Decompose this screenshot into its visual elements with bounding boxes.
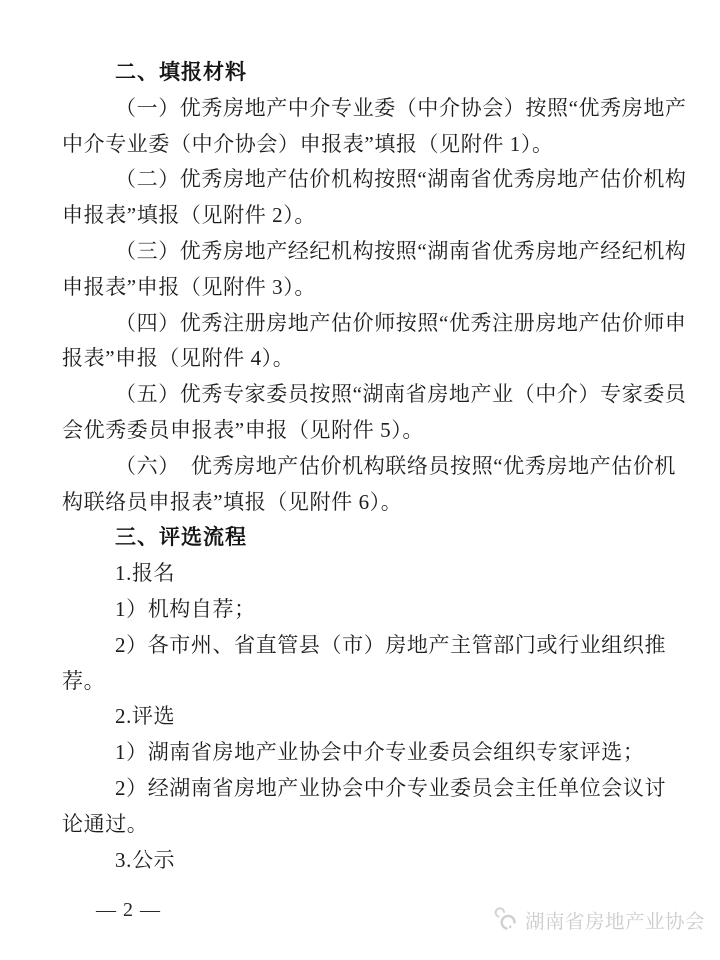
text-line: 中介专业委（中介协会）申报表”填报（见附件 1）。 xyxy=(62,131,554,156)
text-line: （三）优秀房地产经纪机构按照“湖南省优秀房地产经纪机构 xyxy=(115,238,687,263)
text-line: 报表”申报（见附件 4）。 xyxy=(62,346,295,371)
watermark xyxy=(494,906,705,934)
text-line: 1）湖南省房地产业协会中介专业委员会组织专家评选； xyxy=(115,740,645,765)
text-line: （二）优秀房地产估价机构按照“湖南省优秀房地产估价机构 xyxy=(115,167,687,192)
page-number: — 2 — xyxy=(96,899,161,921)
text-line: 3.公示 xyxy=(115,847,176,872)
text-line: （六） 优秀房地产估价机构联络员按照“优秀房地产估价机 xyxy=(115,453,677,478)
text-line: 论通过。 xyxy=(62,811,149,836)
text-line: （一）优秀房地产中介专业委（中介协会）按照“优秀房地产 xyxy=(115,95,687,120)
text-line: （四）优秀注册房地产估价师按照“优秀注册房地产估价师申 xyxy=(115,310,687,335)
text-line: （五）优秀专家委员按照“湖南省房地产业（中介）专家委员 xyxy=(115,382,687,407)
text-line: 2.评选 xyxy=(115,704,176,729)
watermark-text: 湖南省房地产业协会 xyxy=(524,911,705,933)
text-line: 申报表”申报（见附件 3）。 xyxy=(62,274,316,299)
section-heading: 三、评选流程 xyxy=(115,526,247,550)
text-line: 构联络员申报表”填报（见附件 6）。 xyxy=(62,489,403,514)
section-heading: 二、填报材料 xyxy=(115,61,247,84)
text-line: 申报表”填报（见附件 2）。 xyxy=(62,203,316,228)
text-line: 2）各市州、省直管县（市）房地产主管部门或行业组织推 xyxy=(115,632,667,657)
text-line: 荐。 xyxy=(62,668,106,693)
text-line: 1）机构自荐； xyxy=(115,596,256,621)
association-logo-icon xyxy=(494,907,520,933)
document-body xyxy=(62,55,687,878)
text-line: 会优秀委员申报表”申报（见附件 5）。 xyxy=(62,417,424,442)
text-line: 1.报名 xyxy=(115,561,176,586)
text-line: 2）经湖南省房地产业协会中介专业委员会主任单位会议讨 xyxy=(115,775,667,800)
